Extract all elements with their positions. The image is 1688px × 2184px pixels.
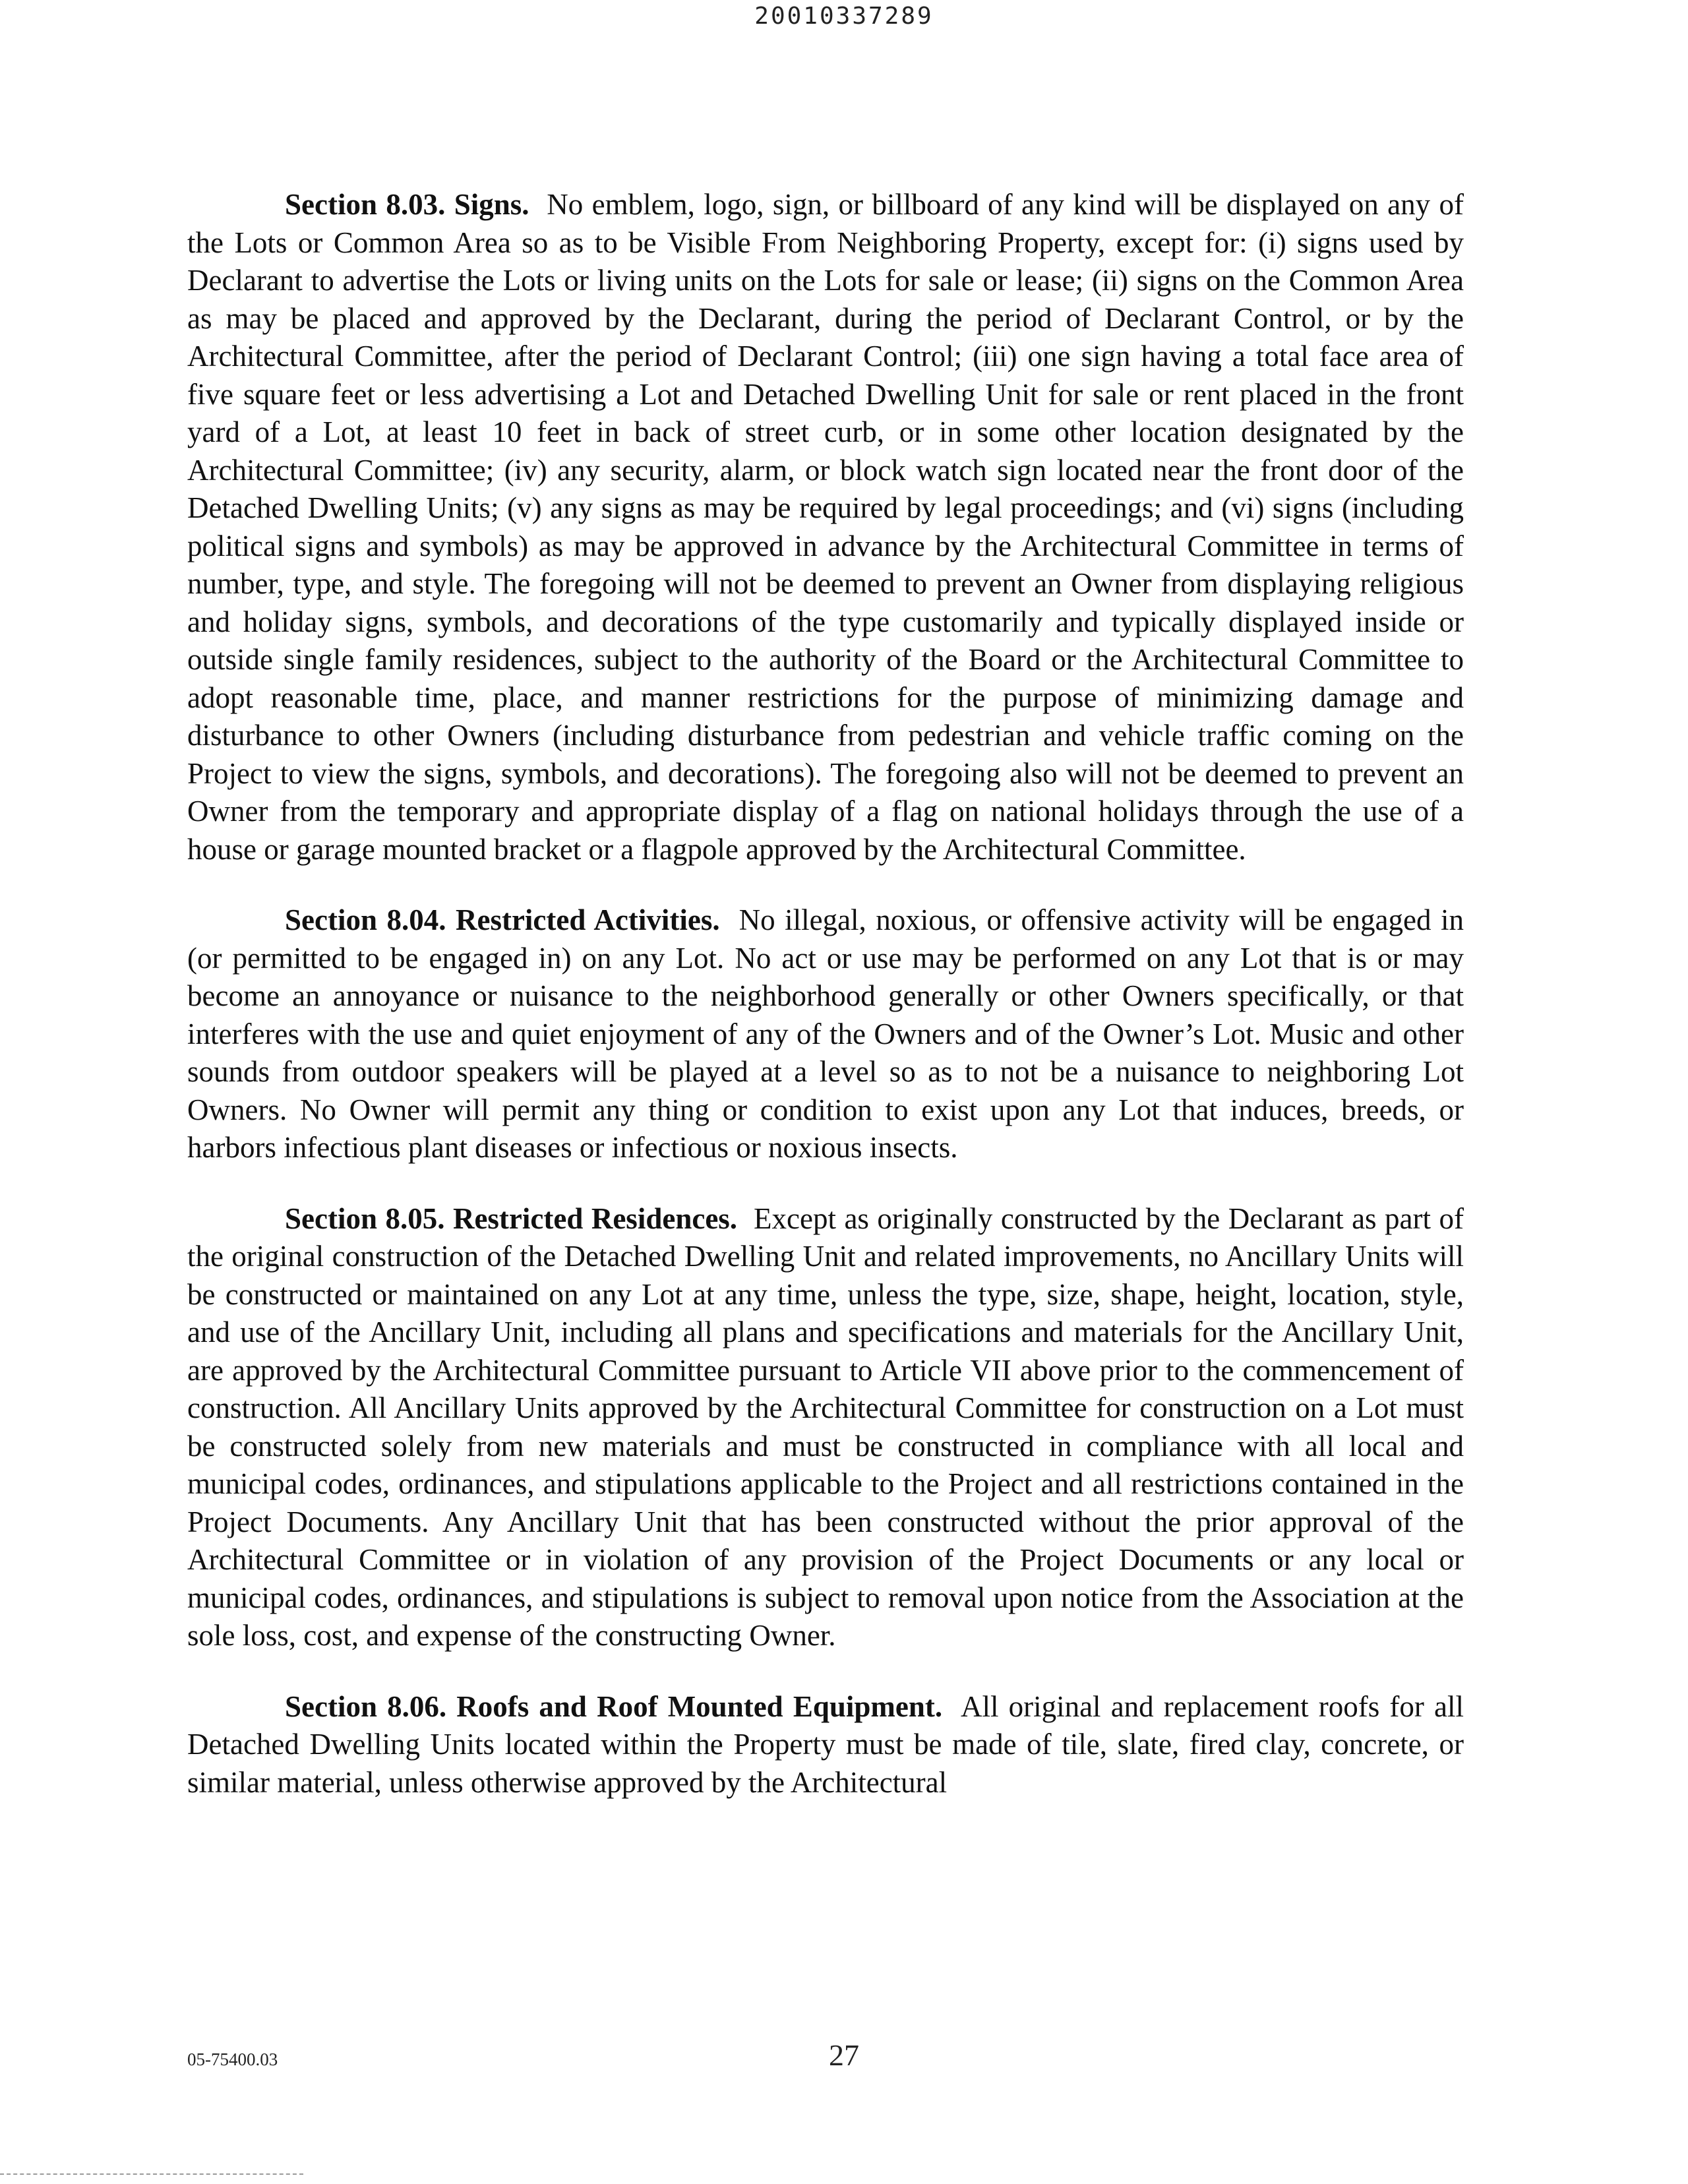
section-8-05 bbox=[187, 1200, 1464, 1655]
section-8-06-body: All original and replacement roofs for all Detached Dwelling Units located within the Property must be made of tile, slate, fired clay, concrete, or similar material, unless otherwise approved by the Architectural bbox=[187, 1689, 1464, 1799]
document-code: 05-75400.03 bbox=[187, 2049, 278, 2069]
page-number: 27 bbox=[829, 2038, 859, 2072]
section-8-06 bbox=[187, 1688, 1464, 1802]
section-8-04 bbox=[187, 901, 1464, 1167]
section-8-05-heading: Section 8.05. Restricted Residences. bbox=[285, 1201, 738, 1235]
section-8-04-heading: Section 8.04. Restricted Activities. bbox=[285, 903, 720, 936]
section-8-06-heading: Section 8.06. Roofs and Roof Mounted Equipment. bbox=[285, 1689, 943, 1723]
section-8-05-body: Except as originally constructed by the Declarant as part of the original construction of the Detached Dwelling Unit and related improvements, no Ancillary Units will be constructed or maintained on any Lot at any time, unless the type, size, shape, height, location, style, and use of the Ancillary Unit, including all plans and specifications and materials for the Ancillary Unit, are approved by the Architectural Committee pursuant to Article VII above prior to the commencement of construction. All Ancillary Units approved by the Architectural Committee for construction on a Lot must be constructed solely from new materials and must be constructed in compliance with all local and municipal codes, ordinances, and stipulations applicable to the Project and all restrictions contained in the Project Documents. Any Ancillary Unit that has been constructed without the prior approval of the Architectural Committee or in violation of any provision of the Project Documents or any local or municipal codes, ordinances, and stipulations is subject to removal upon notice from the Association at the sole loss, cost, and expense of the constructing Owner. bbox=[187, 1201, 1464, 1652]
section-8-04-body: No illegal, noxious, or offensive activity will be engaged in (or permitted to be engaged in) on any Lot. No act or use may be performed on any Lot that is or may become an annoyance or nuisance to the neighborhood generally or other Owners specifically, or that interferes with the use and quiet enjoyment of any of the Owners and of the Owner’s Lot. Music and other sounds from outdoor speakers will be played at a level so as to not be a nuisance to neighboring Lot Owners. No Owner will permit any thing or condition to exist upon any Lot that induces, breeds, or harbors infectious plant diseases or infectious or noxious insects. bbox=[187, 903, 1464, 1164]
section-8-03-body: No emblem, logo, sign, or billboard of any kind will be displayed on any of the Lots or Common Area so as to be Visible From Neighboring Property, except for: (i) signs used by Declarant to advertise the Lots or living units on the Lots for sale or lease; (ii) signs on the Common Area as may be placed and approved by the Declarant, during the period of Declarant Control, or by the Architectural Committee, after the period of Declarant Control; (iii) one sign having a total face area of five square feet or less advertising a Lot and Detached Dwelling Unit for sale or rent placed in the front yard of a Lot, at least 10 feet in back of street curb, or in some other location designated by the Architectural Committee; (iv) any security, alarm, or block watch sign located near the front door of the Detached Dwelling Units; (v) any signs as may be required by legal proceedings; and (vi) signs (including political signs and symbols) as may be approved in advance by the Architectural Committee in terms of number, type, and style. The foregoing will not be deemed to prevent an Owner from displaying religious and holiday signs, symbols, and decorations of the type customarily and typically displayed inside or outside single family residences, subject to the authority of the Board or the Architectural Committee to adopt reasonable time, place, and manner restrictions for the purpose of minimizing damage and disturbance to other Owners (including disturbance from pedestrian and vehicle traffic coming on the Project to view the signs, symbols, and decorations). The foregoing also will not be deemed to prevent an Owner from the temporary and appropriate display of a flag on national holidays through the use of a house or garage mounted bracket or a flagpole approved by the Architectural Committee. bbox=[187, 188, 1464, 866]
section-8-03-heading: Section 8.03. Signs. bbox=[285, 188, 529, 221]
section-8-03 bbox=[187, 186, 1464, 868]
scan-artifact-line bbox=[0, 2173, 303, 2175]
document-body bbox=[187, 186, 1464, 1835]
recording-number: 20010337289 bbox=[754, 3, 934, 30]
